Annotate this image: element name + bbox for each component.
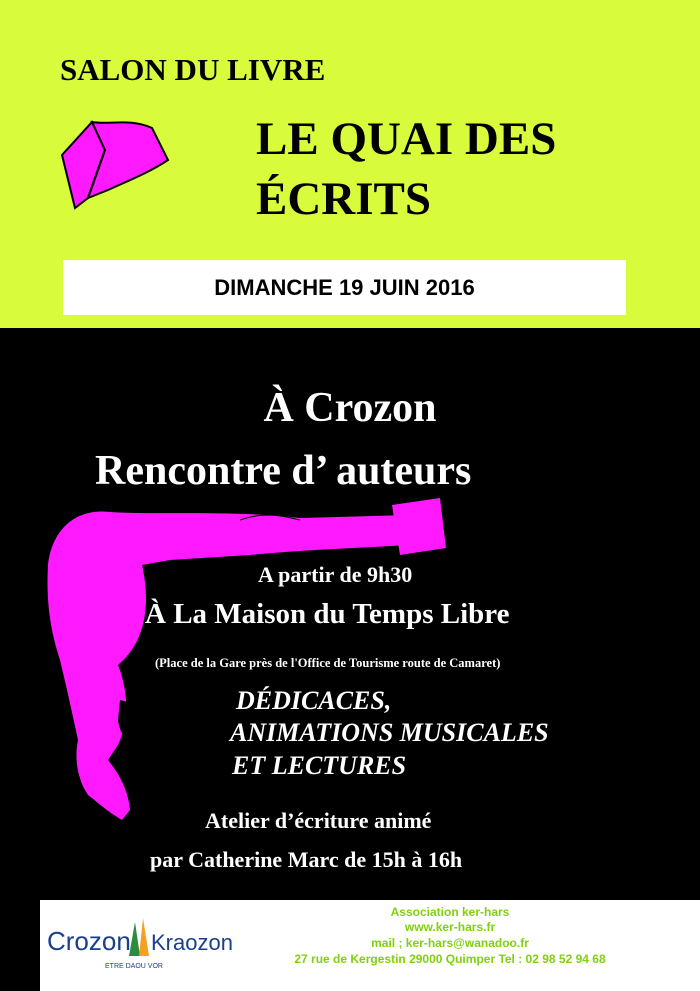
crozon-kraozon-logo [43,908,233,978]
event-title-line1: LE QUAI DES [256,113,557,165]
venue-details: (Place de la Gare près de l'Office de Tourisme route de Camaret) [155,656,501,670]
event-subtitle: Rencontre d’ auteurs [95,448,472,494]
event-venue: À La Maison du Temps Libre [145,598,510,630]
address: 27 rue de Kergestin 29000 Quimper Tel : 02 98 52 94 68 [294,952,606,966]
footer-panel [40,900,700,991]
event-title-line2: ÉCRITS [256,173,432,225]
event-location: À Crozon [263,385,437,431]
event-type: SALON DU LIVRE [60,52,326,87]
website-link[interactable]: www.ker-hars.fr [404,920,496,934]
logo-left-text: Crozon [47,926,131,956]
logo-tagline: ETRE DAOU VOR [105,963,163,970]
atelier-line2: par Catherine Marc de 15h à 16h [150,847,463,872]
activity-line: DÉDICACES, [236,686,392,715]
event-time: A partir de 9h30 [258,562,413,587]
activity-line: ANIMATIONS MUSICALES [230,718,549,747]
activity-line: ET LECTURES [232,751,407,780]
date-box [63,260,626,315]
email-link[interactable]: mail ; ker-hars@wanadoo.fr [371,936,529,950]
atelier-line1: Atelier d’écriture animé [205,808,432,833]
book-icon [62,122,168,208]
logo-right-text: Kraozon [151,930,233,955]
association-name: Association ker-hars [390,905,510,919]
event-date: DIMANCHE 19 JUIN 2016 [214,275,475,300]
